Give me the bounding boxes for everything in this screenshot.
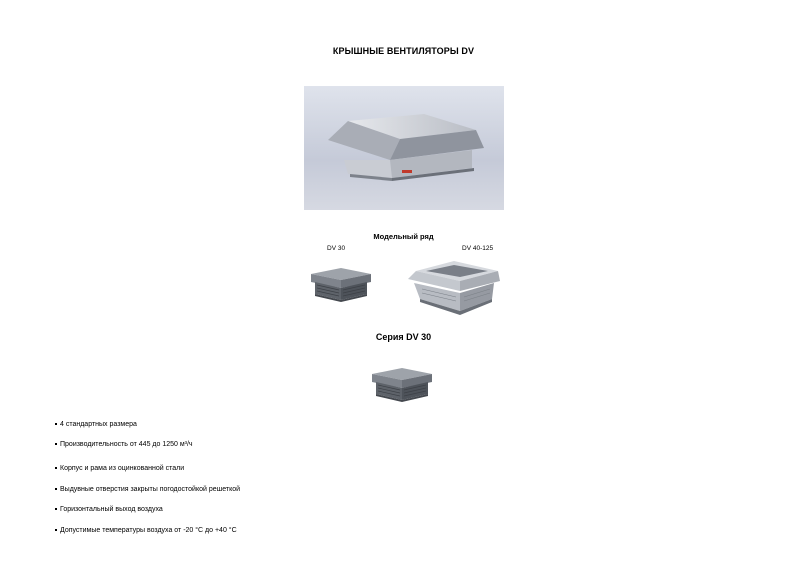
- feature-text: Горизонтальный выход воздуха: [60, 506, 163, 513]
- hero-fan-photo: [304, 86, 504, 210]
- feature-text: Допустимые температуры воздуха от -20 °С до +40 °С: [60, 527, 237, 534]
- dv40-125-fan-image: [406, 255, 502, 319]
- feature-item: [55, 527, 237, 534]
- feature-item: [55, 506, 163, 513]
- bullet-icon: [55, 488, 57, 490]
- feature-text: Производительность от 445 до 1250 м³/ч: [60, 441, 193, 448]
- model-range-heading: Модельный ряд: [373, 232, 434, 241]
- dv30-fan-image: [305, 262, 375, 304]
- feature-item: [55, 421, 137, 428]
- bullet-icon: [55, 443, 57, 445]
- bullet-icon: [55, 467, 57, 469]
- feature-item: [55, 441, 193, 448]
- series-heading: Серия DV 30: [375, 332, 432, 342]
- feature-text: 4 стандартных размера: [60, 421, 137, 428]
- feature-item: [55, 486, 240, 493]
- dv30-series-fan-image: [368, 362, 436, 404]
- feature-text: Выдувные отверстия закрыты погодостойкой решеткой: [60, 486, 241, 493]
- feature-text: Корпус и рама из оцинкованной стали: [60, 465, 185, 472]
- model-label-dv40-125: DV 40-125: [462, 245, 494, 252]
- bullet-icon: [55, 423, 57, 425]
- document-title: КРЫШНЫЕ ВЕНТИЛЯТОРЫ DV: [332, 46, 475, 56]
- model-label-dv30: DV 30: [327, 245, 346, 252]
- bullet-icon: [55, 508, 57, 510]
- bullet-icon: [55, 529, 57, 531]
- feature-item: [55, 465, 184, 472]
